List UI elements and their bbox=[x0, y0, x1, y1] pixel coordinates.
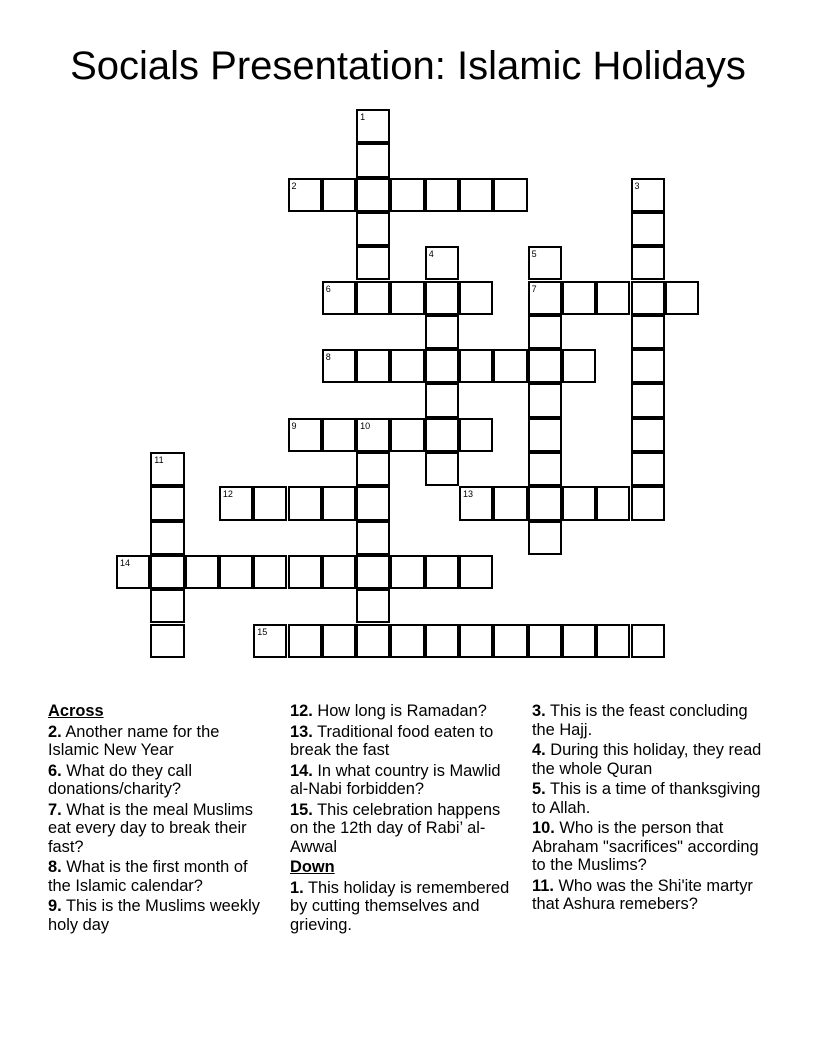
clue-across-6: 6. What do they call donations/charity? bbox=[48, 761, 192, 798]
grid-cell bbox=[322, 624, 356, 658]
grid-cell bbox=[631, 418, 665, 452]
grid-cell bbox=[356, 109, 390, 143]
clues-column-1 bbox=[48, 702, 273, 936]
clue-down-3: 3. This is the feast concluding the Hajj. bbox=[532, 702, 748, 739]
clue-number: 6 bbox=[325, 283, 331, 294]
grid-cell bbox=[528, 521, 562, 555]
clue-number: 14 bbox=[120, 557, 131, 568]
grid-cell bbox=[150, 624, 184, 658]
grid-cell bbox=[322, 418, 356, 452]
grid-cell bbox=[185, 555, 219, 589]
grid-cell bbox=[493, 624, 527, 658]
grid-cell bbox=[562, 281, 596, 315]
grid-cell bbox=[253, 555, 287, 589]
grid-cell bbox=[631, 349, 665, 383]
clue-number: 5 bbox=[531, 249, 537, 260]
clue-across-12: 12. How long is Ramadan? bbox=[290, 702, 487, 720]
clue-number: 10 bbox=[360, 420, 371, 431]
grid-cell bbox=[390, 178, 424, 212]
clue-across-14: 14. In what country is Mawlid al-Nabi forbidden? bbox=[290, 761, 501, 798]
clue-number: 2 bbox=[291, 180, 297, 191]
grid-cell bbox=[528, 486, 562, 520]
clue-down-1: 1. This holiday is remembered by cutting themselves and grieving. bbox=[290, 878, 510, 934]
clue-number: 12 bbox=[222, 489, 233, 500]
grid-cell bbox=[528, 246, 562, 280]
grid-cell bbox=[288, 624, 322, 658]
grid-cell bbox=[528, 383, 562, 417]
grid-cell bbox=[425, 281, 459, 315]
grid-cell bbox=[219, 486, 253, 520]
grid-cell bbox=[356, 486, 390, 520]
grid-cell bbox=[493, 486, 527, 520]
grid-cell bbox=[390, 418, 424, 452]
clue-number: 4 bbox=[428, 249, 434, 260]
grid-cell bbox=[596, 281, 630, 315]
grid-cell bbox=[631, 452, 665, 486]
grid-cell bbox=[425, 624, 459, 658]
grid-cell bbox=[425, 178, 459, 212]
clue-number: 8 bbox=[325, 352, 331, 363]
grid-cell bbox=[459, 486, 493, 520]
grid-cell bbox=[288, 418, 322, 452]
grid-cell bbox=[390, 349, 424, 383]
grid-cell bbox=[288, 486, 322, 520]
grid-cell bbox=[150, 521, 184, 555]
grid-cell bbox=[528, 624, 562, 658]
grid-cell bbox=[562, 486, 596, 520]
grid-cell bbox=[562, 349, 596, 383]
grid-cell bbox=[459, 555, 493, 589]
clue-across-7: 7. What is the meal Muslims eat every day to break their fast? bbox=[48, 800, 253, 856]
grid-cell bbox=[425, 246, 459, 280]
clue-number: 7 bbox=[531, 283, 537, 294]
grid-cell bbox=[459, 624, 493, 658]
grid-cell bbox=[150, 555, 184, 589]
grid-cell bbox=[390, 624, 424, 658]
grid-cell bbox=[631, 212, 665, 246]
grid-cell bbox=[356, 521, 390, 555]
grid-cell bbox=[322, 486, 356, 520]
grid-cell bbox=[425, 315, 459, 349]
across-header: Across bbox=[48, 702, 104, 720]
clue-across-13: 13. Traditional food eaten to break the fast bbox=[290, 722, 494, 759]
grid-cell bbox=[356, 452, 390, 486]
grid-cell bbox=[390, 281, 424, 315]
clue-across-15: 15. This celebration happens on the 12th day of Rabi’ al-Awwal bbox=[290, 800, 501, 856]
clues-column-2 bbox=[290, 702, 520, 936]
grid-cell bbox=[425, 418, 459, 452]
grid-cell bbox=[631, 281, 665, 315]
grid-cell bbox=[631, 246, 665, 280]
grid-cell bbox=[390, 555, 424, 589]
grid-cell bbox=[322, 555, 356, 589]
clue-number: 13 bbox=[463, 489, 474, 500]
page-title: Socials Presentation: Islamic Holidays bbox=[70, 44, 746, 88]
grid-cell bbox=[425, 555, 459, 589]
grid-cell bbox=[631, 315, 665, 349]
grid-cell bbox=[322, 349, 356, 383]
grid-cell bbox=[493, 178, 527, 212]
grid-cell bbox=[459, 178, 493, 212]
clue-number: 9 bbox=[291, 420, 297, 431]
grid-cell bbox=[356, 246, 390, 280]
grid-cell bbox=[253, 486, 287, 520]
grid-cell bbox=[528, 315, 562, 349]
grid-cell bbox=[150, 589, 184, 623]
down-header: Down bbox=[290, 858, 335, 876]
grid-cell bbox=[322, 281, 356, 315]
grid-cell bbox=[356, 418, 390, 452]
grid-cell bbox=[528, 418, 562, 452]
grid-cell bbox=[356, 624, 390, 658]
grid-cell bbox=[288, 178, 322, 212]
clue-number: 15 bbox=[257, 626, 268, 637]
clue-down-11: 11. Who was the Shi'ite martyr that Ashura remebers? bbox=[532, 876, 753, 913]
grid-cell bbox=[116, 555, 150, 589]
clue-number: 1 bbox=[360, 112, 366, 122]
grid-cell bbox=[631, 178, 665, 212]
clue-across-8: 8. What is the first month of the Islamic calendar? bbox=[48, 858, 248, 895]
clue-down-5: 5. This is a time of thanksgiving to Allah. bbox=[532, 780, 761, 817]
grid-cell bbox=[425, 383, 459, 417]
grid-cell bbox=[253, 624, 287, 658]
grid-cell bbox=[356, 555, 390, 589]
grid-cell bbox=[596, 624, 630, 658]
grid-cell bbox=[150, 486, 184, 520]
grid-cell bbox=[356, 212, 390, 246]
grid-cell bbox=[150, 452, 184, 486]
grid-cell bbox=[459, 349, 493, 383]
clue-across-9: 9. This is the Muslims weekly holy day bbox=[48, 897, 260, 934]
clue-number: 3 bbox=[634, 180, 640, 191]
grid-cell bbox=[665, 281, 699, 315]
grid-cell bbox=[356, 349, 390, 383]
grid-cell bbox=[219, 555, 253, 589]
grid-cell bbox=[459, 418, 493, 452]
grid-cell bbox=[562, 624, 596, 658]
clue-down-4: 4. During this holiday, they read the whole Quran bbox=[532, 741, 762, 778]
clue-number: 11 bbox=[154, 455, 164, 465]
grid-cell bbox=[288, 555, 322, 589]
grid-cell bbox=[528, 281, 562, 315]
grid-cell bbox=[631, 486, 665, 520]
grid-cell bbox=[356, 143, 390, 177]
grid-cell bbox=[356, 178, 390, 212]
clues-column-3 bbox=[532, 702, 762, 916]
grid-cell bbox=[356, 281, 390, 315]
grid-cell bbox=[425, 349, 459, 383]
grid-cell bbox=[356, 589, 390, 623]
grid-cell bbox=[493, 349, 527, 383]
grid-cell bbox=[425, 452, 459, 486]
clue-across-2: 2. Another name for the Islamic New Year bbox=[48, 722, 220, 759]
grid-cell bbox=[459, 281, 493, 315]
grid-cell bbox=[322, 178, 356, 212]
grid-cell bbox=[596, 486, 630, 520]
grid-cell bbox=[631, 624, 665, 658]
grid-cell bbox=[631, 383, 665, 417]
grid-cell bbox=[528, 452, 562, 486]
grid-cell bbox=[528, 349, 562, 383]
clue-down-10: 10. Who is the person that Abraham "sacrifices" according to the Muslims? bbox=[532, 819, 759, 874]
